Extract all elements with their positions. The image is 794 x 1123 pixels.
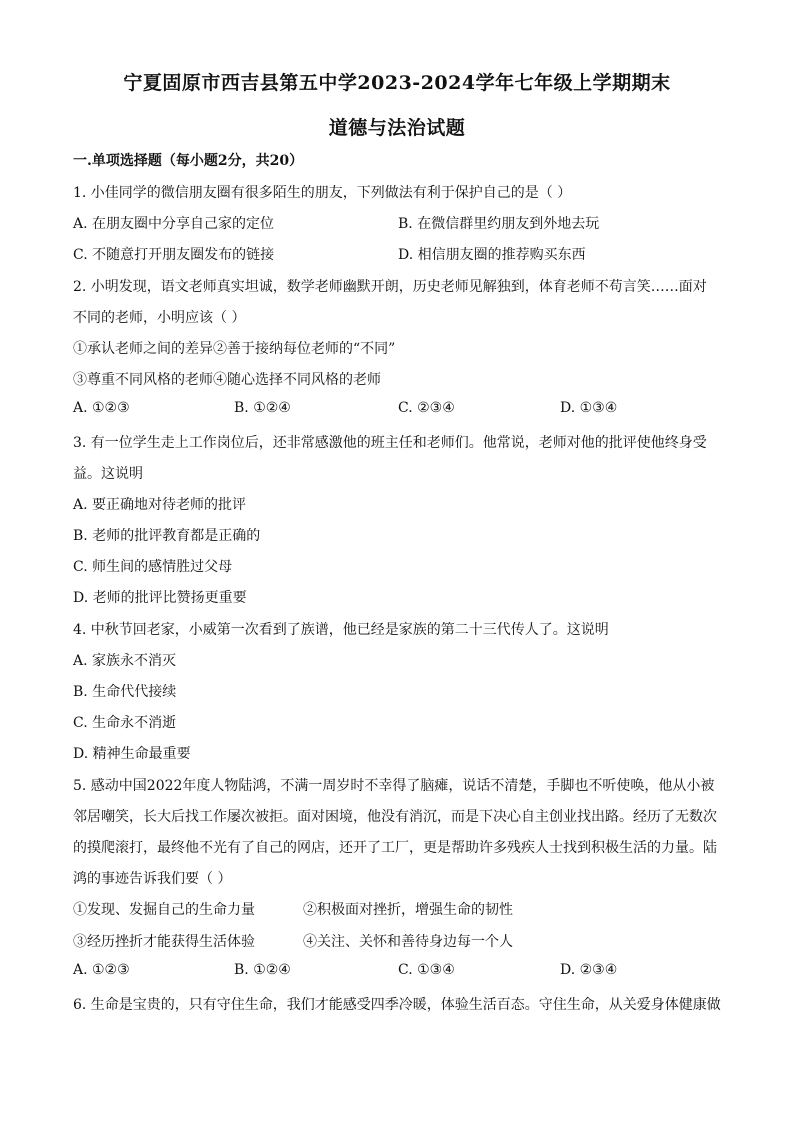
q2-option-a: A. ①②③ (73, 400, 130, 416)
q1-option-b: B. 在微信群里约朋友到外地去玩 (398, 216, 600, 232)
question-stem-5-cont3: 鸿的事迹告诉我们要（ ） (73, 871, 232, 887)
q4-option-c: C. 生命永不消逝 (73, 715, 177, 731)
question-stem-5-cont2: 的摸爬滚打，最终他不光有了自己的网店，还开了工厂，更是帮助许多残疾人士找到积极生活的力量。陆 (73, 840, 717, 856)
exam-title: 宁夏固原市西吉县第五中学2023-2024学年七年级上学期期末 (123, 72, 671, 94)
q5-option-d: D. ②③④ (560, 962, 618, 978)
section-heading: 一.单项选择题（每小题2分，共20） (73, 153, 304, 169)
q2-option-b: B. ①②④ (234, 400, 291, 416)
q2-option-d: D. ①③④ (560, 400, 618, 416)
q3-option-d: D. 老师的批评比赞扬更重要 (73, 590, 247, 606)
q2-statements-1: ①承认老师之间的差异②善于接纳每位老师的“不同” (73, 341, 396, 357)
exam-subject-title: 道德与法治试题 (328, 117, 466, 139)
q5-statement-2: ②积极面对挫折，增强生命的韧性 (303, 902, 513, 918)
q5-option-c: C. ①③④ (398, 962, 455, 978)
question-stem-4: 4. 中秋节回老家，小威第一次看到了族谱，他已经是家族的第二十三代传人了。这说明 (73, 622, 609, 638)
question-stem-6: 6. 生命是宝贵的，只有守住生命，我们才能感受四季冷暖，体验生活百态。守住生命，从关爱身体健康做 (73, 997, 721, 1013)
q1-option-a: A. 在朋友圈中分享自己家的定位 (73, 216, 275, 232)
q1-option-c: C. 不随意打开朋友圈发布的链接 (73, 247, 275, 263)
q4-option-b: B. 生命代代接续 (73, 684, 177, 700)
question-stem-2: 2. 小明发现，语文老师真实坦诚，数学老师幽默开朗，历史老师见解独到，体育老师不苟言笑……面对 (73, 279, 707, 295)
q5-option-b: B. ①②④ (234, 962, 291, 978)
question-stem-1: 1. 小佳同学的微信朋友圈有很多陌生的朋友，下列做法有利于保护自己的是（ ） (73, 185, 572, 201)
q3-option-c: C. 师生间的感情胜过父母 (73, 559, 233, 575)
question-stem-3-cont: 益。这说明 (73, 466, 143, 482)
question-stem-5-cont1: 邻居嘲笑，长大后找工作屡次被拒。面对困境，他没有消沉，而是下决心自主创业找出路。经历了无数次 (73, 809, 717, 825)
q3-option-a: A. 要正确地对待老师的批评 (73, 497, 247, 513)
question-stem-5: 5. 感动中国2022年度人物陆鸿，不满一周岁时不幸得了脑瘫，说话不清楚，手脚也不听使唤，他从小被 (73, 778, 715, 794)
q5-statement-3: ③经历挫折才能获得生活体验 (73, 934, 255, 950)
q2-statements-2: ③尊重不同风格的老师④随心选择不同风格的老师 (73, 372, 381, 388)
question-stem-2-cont: 不同的老师，小明应该（ ） (73, 310, 246, 326)
q5-statement-4: ④关注、关怀和善待身边每一个人 (303, 934, 513, 950)
q2-option-c: C. ②③④ (398, 400, 455, 416)
question-stem-3: 3. 有一位学生走上工作岗位后，还非常感激他的班主任和老师们。他常说，老师对他的批评使他终身受 (73, 435, 707, 451)
q3-option-b: B. 老师的批评教育都是正确的 (73, 528, 261, 544)
q4-option-a: A. 家族永不消灭 (73, 653, 177, 669)
q5-option-a: A. ①②③ (73, 962, 130, 978)
q4-option-d: D. 精神生命最重要 (73, 746, 191, 762)
q1-option-d: D. 相信朋友圈的推荐购买东西 (398, 247, 586, 263)
q5-statement-1: ①发现、发掘自己的生命力量 (73, 902, 255, 918)
